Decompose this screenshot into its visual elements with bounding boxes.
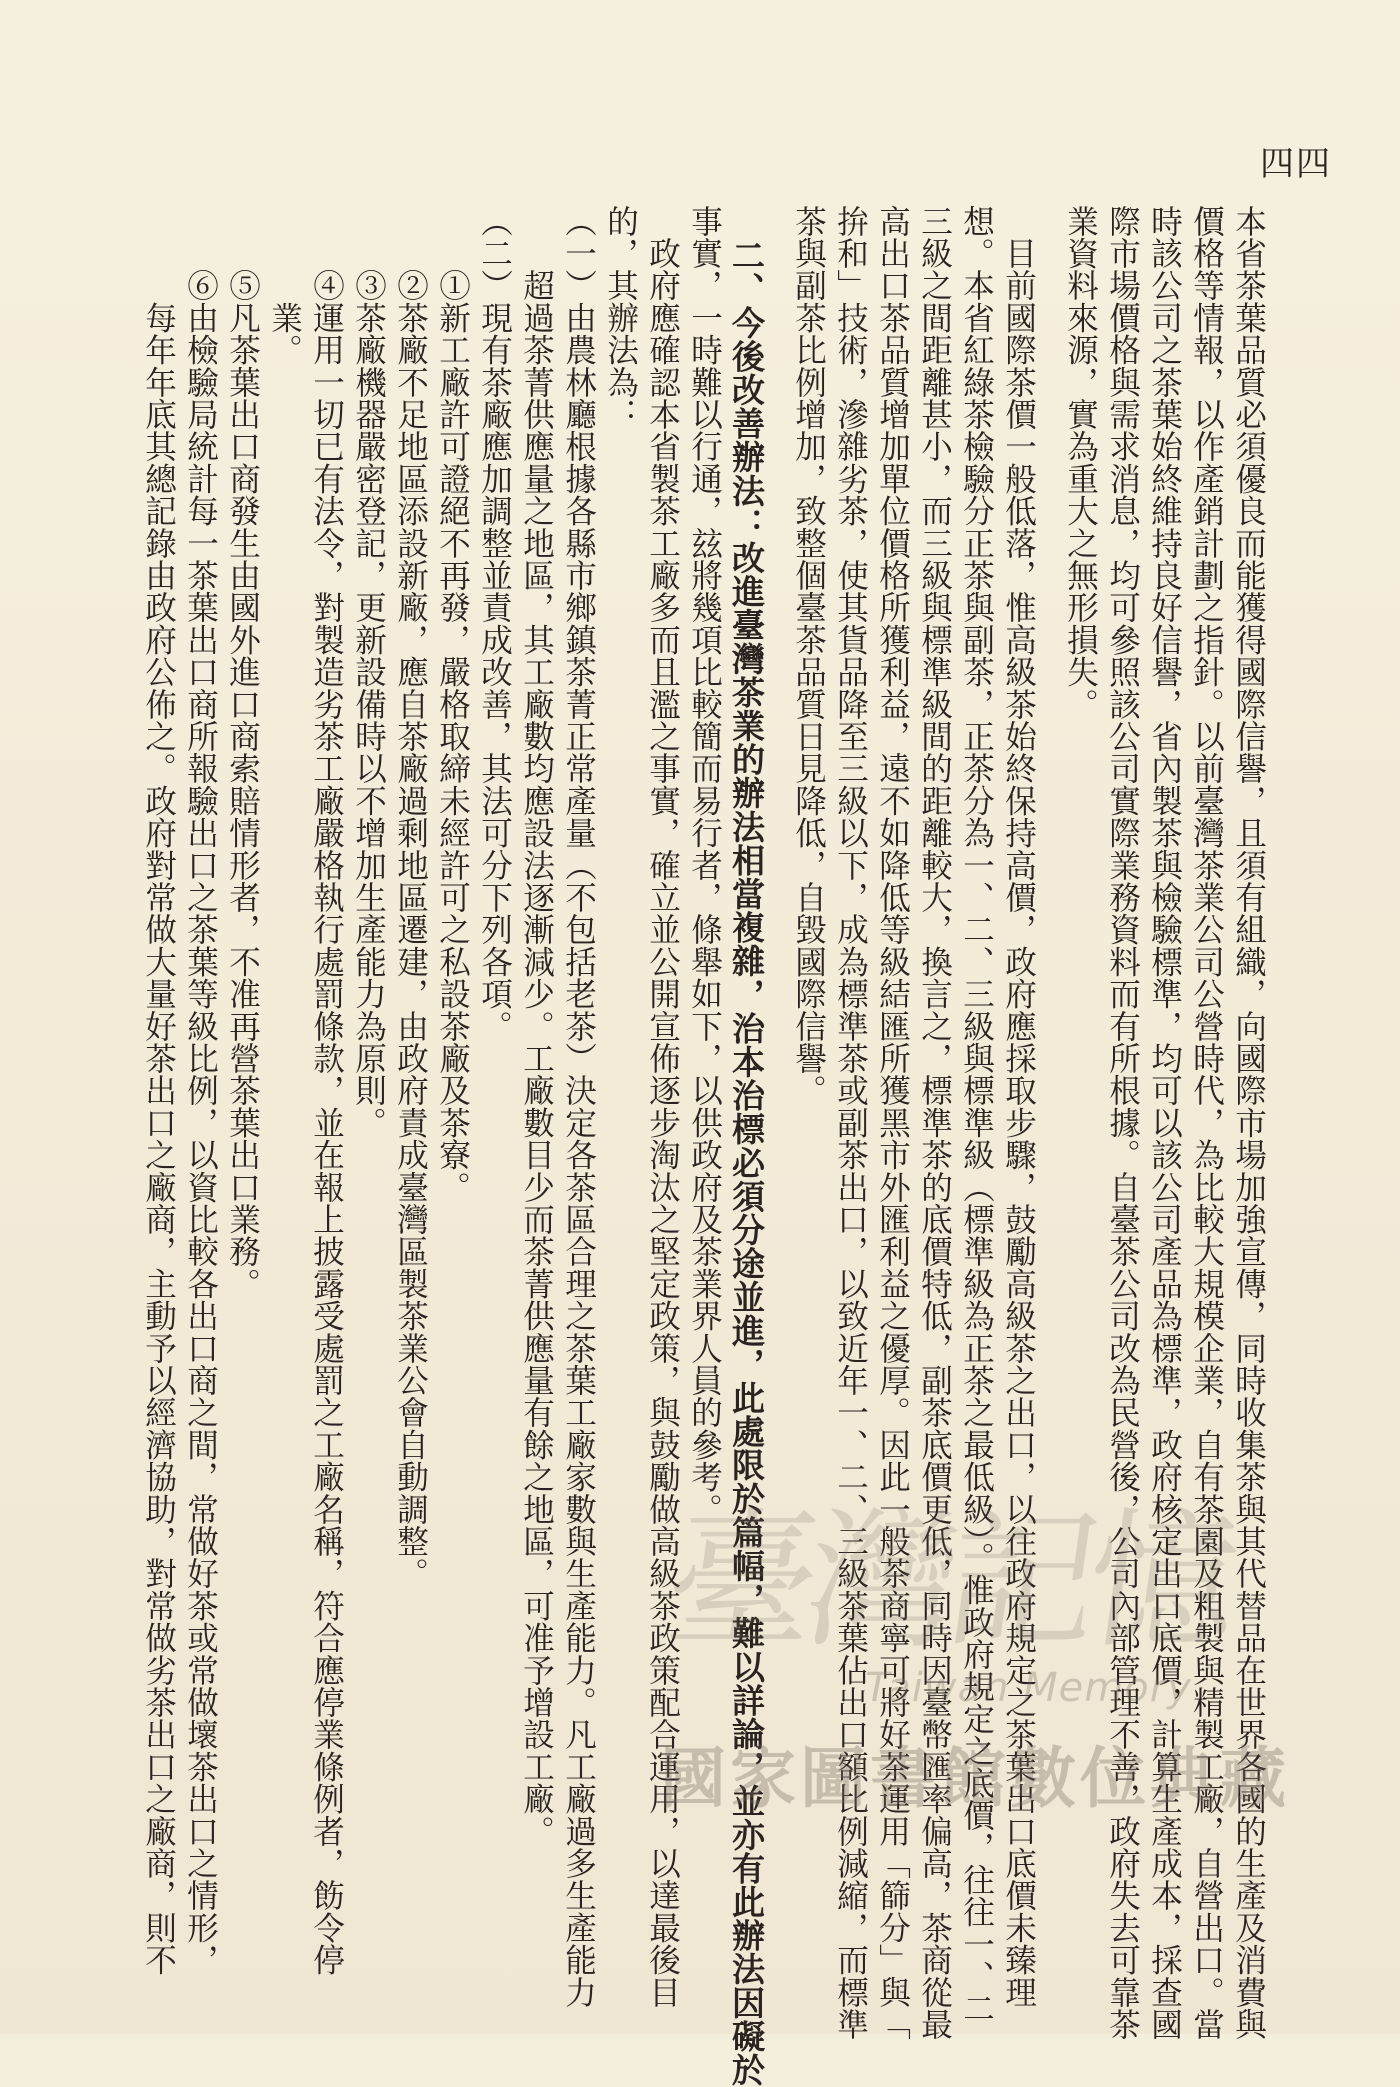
watermark-english: Taiwan Memory bbox=[865, 1665, 1192, 1711]
text-column: ⑥由檢驗局統計每一茶葉出口商所報驗出口之茶葉等級比例，以資比較各出口商之間，常做好茶或常做壞茶出口之情形， bbox=[182, 205, 219, 1976]
text-column: ⑤凡茶葉出口商發生由國外進口商索賠情形者，不准再營茶葉出口業務。 bbox=[224, 205, 261, 1300]
text-column: 時該公司之茶葉始終維持良好信譽，省內製茶與檢驗標準，均可以該公司產品為標準，政府核定出口底價，計算生產成本，採查國 bbox=[1146, 205, 1183, 2041]
page-number: 四四 bbox=[1260, 144, 1332, 184]
text-column: 目前國際茶價一般低落，惟高級茶始終保持高價，政府應採取步驟，鼓勵高級茶之出口，以往政府規定之茶葉出口底價未臻理 bbox=[1000, 205, 1037, 2009]
text-column: 三級之間距離甚小，而三級與標準級間的距離較大，換言之，標準茶的底價特低，副茶底價更低，同時因臺幣匯率偏高，茶商從最 bbox=[916, 205, 953, 2041]
text-column: 業資料來源，實為重大之無形損失。 bbox=[1062, 205, 1099, 721]
text-column: ④運用一切已有法令，對製造劣茶工廠嚴格執行處罰條款，並在報上披露受處罰之工廠名稱，符合應停業條例者，飭令停 bbox=[308, 205, 345, 1976]
text-column: 每年年底其總記錄由政府公佈之。政府對常做大量好茶出口之廠商，主動予以經濟協助，對常做劣茶出口之廠商，則不 bbox=[140, 205, 177, 1976]
text-column: 高出口茶品質增加單位價格所獲利益，遠不如降低等級結匯所獲黑市外匯利益之優厚。因此一般茶商寧可將好茶運用「篩分」與「 bbox=[874, 205, 911, 2041]
text-column: 二、今後改善辦法：改進臺灣茶業的辦法相當複雜，治本治標必須分途並進，此處限於篇幅，難以詳論，並亦有此辦法因礙於 bbox=[727, 205, 766, 2087]
text-column: ①新工廠許可證絕不再發，嚴格取締未經許可之私設茶廠及茶寮。 bbox=[434, 205, 471, 1204]
text-column: 際市場價格與需求消息，均可參照該公司實際業務資料而有所根據。自臺茶公司改為民營後，公司內部管理不善，政府失去可靠茶 bbox=[1104, 205, 1141, 2041]
text-column: （一）由農林廳根據各縣市鄉鎮茶菁正常產量（不包括老茶）決定各茶區合理之茶葉工廠家數與生產能力。凡工廠過多生產能力 bbox=[560, 205, 597, 2009]
text-column: （二）現有茶廠應加調整並責成改善，其法可分下列各項。 bbox=[476, 205, 513, 1043]
text-column: 拚和」技術，滲雜劣茶，使其貨品降至三級以下，成為標準茶或副茶出口，以致近年一、二、三級茶葉佔出口額比例減縮，而標準 bbox=[832, 205, 869, 2041]
text-column: 茶與副茶比例增加，致整個臺茶品質日見降低，自毀國際信譽。 bbox=[790, 205, 827, 1107]
watermark-calligraphy: 臺灣記憶 bbox=[655, 1495, 1241, 1669]
text-column: 超過茶菁供應量之地區，其工廠數均應設法逐漸減少。工廠數目少而茶菁供應量有餘之地區，可准予增設工廠。 bbox=[518, 205, 555, 1848]
text-column: 政府應確認本省製茶工廠多而且濫之事實，確立並公開宣佈逐步淘汰之堅定政策，與鼓勵做高級茶政策配合運用，以達最後目 bbox=[644, 205, 681, 2009]
text-column: 業。 bbox=[266, 205, 303, 366]
text-column: 的，其辦法為： bbox=[602, 205, 639, 431]
text-column: 價格等情報，以作產銷計劃之指針。以前臺灣茶業公司公營時代，為比較大規模企業，自有茶園及粗製與精製工廠，自營出口。當 bbox=[1188, 205, 1225, 2041]
text-column: 本省茶葉品質必須優良而能獲得國際信譽，且須有組織，向國際市場加強宣傳，同時收集茶與其代替品在世界各國的生產及消費與 bbox=[1230, 205, 1267, 2041]
text-column: 想。本省紅綠茶檢驗分正茶與副茶，正茶分為一、二、三級與標準級（標準級為正茶之最低級）。惟政府規定之底價，往往一、二 bbox=[958, 205, 995, 2025]
watermark-library: 國家圖書館數位典藏 bbox=[660, 1740, 1290, 1817]
text-column: ③茶廠機器嚴密登記，更新設備時以不增加生產能力為原則。 bbox=[350, 205, 387, 1139]
text-column: ②茶廠不足地區添設新廠，應自茶廠過剩地區遷建，由政府責成臺灣區製茶業公會自動調整。 bbox=[392, 205, 429, 1590]
text-column: 事實，一時難以行通，玆將幾項比較簡而易行者，條舉如下，以供政府及茶業界人員的參考。 bbox=[686, 205, 723, 1526]
